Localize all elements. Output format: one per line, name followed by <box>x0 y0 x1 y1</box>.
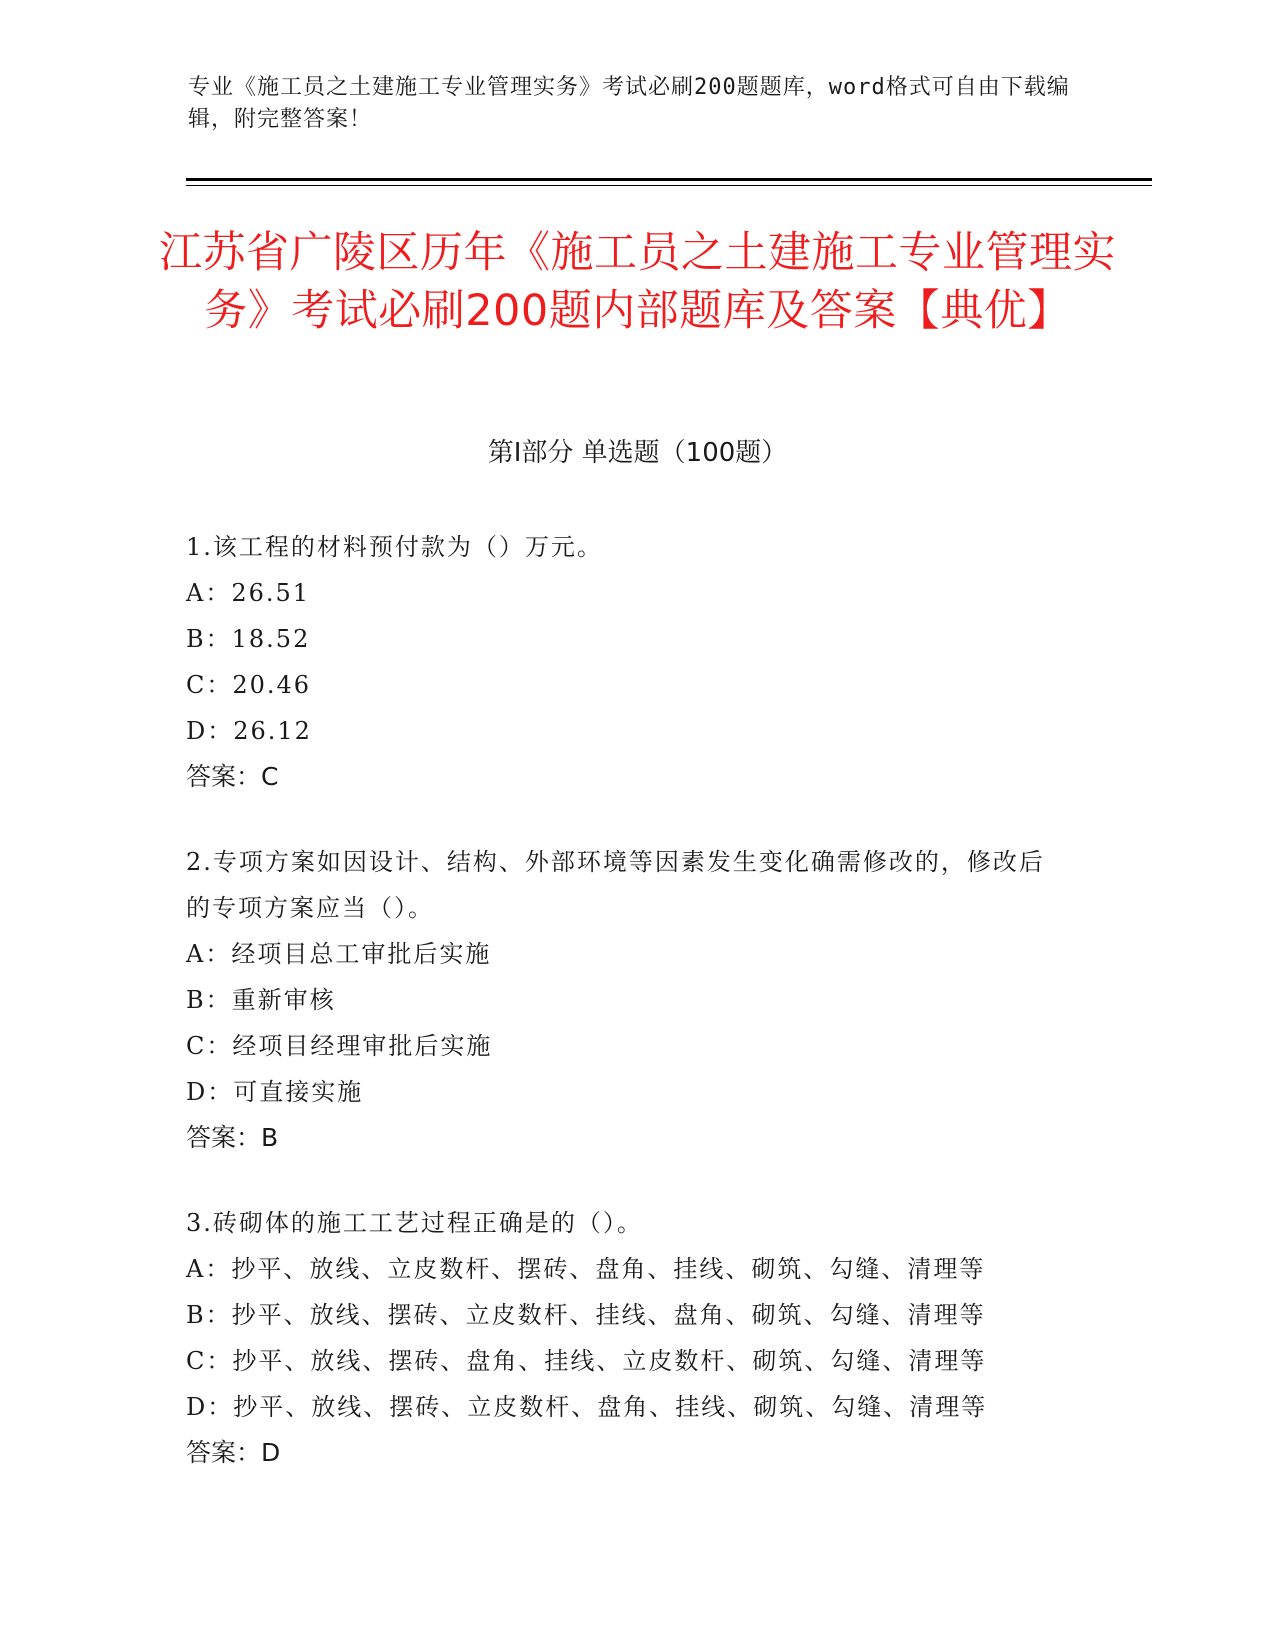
option-a: A：26.51 <box>186 579 311 607</box>
answer: 答案：B <box>186 1123 279 1152</box>
option-b: B：18.52 <box>186 625 311 653</box>
header-note: 专业《施工员之土建施工专业管理实务》考试必刷200题题库，word格式可自由下载编辑，附完整答案！ <box>188 75 1070 132</box>
option-b: B：抄平、放线、摆砖、立皮数杆、挂线、盘角、砌筑、勾缝、清理等 <box>186 1301 986 1329</box>
answer: 答案：C <box>186 762 279 791</box>
option-c: C：抄平、放线、摆砖、盘角、挂线、立皮数杆、砌筑、勾缝、清理等 <box>186 1347 987 1375</box>
document-title: 江苏省广陵区历年《施工员之土建施工专业管理实务》考试必刷200题内部题库及答案【典优】 <box>159 228 1116 336</box>
question-1 <box>186 524 1086 800</box>
option-c: C：20.46 <box>186 671 312 699</box>
question-stem: 1.该工程的材料预付款为（）万元。 <box>186 533 603 561</box>
header-divider-thin <box>186 185 1152 186</box>
option-b: B：重新审核 <box>186 986 336 1014</box>
question-2 <box>186 839 1086 1161</box>
option-a: A：经项目总工审批后实施 <box>186 940 492 968</box>
question-3 <box>186 1200 1086 1476</box>
option-d: D：抄平、放线、摆砖、立皮数杆、盘角、挂线、砌筑、勾缝、清理等 <box>186 1393 988 1421</box>
answer: 答案：D <box>186 1438 281 1467</box>
question-stem: 2.专项方案如因设计、结构、外部环境等因素发生变化确需修改的，修改后的专项方案应当（）。 <box>186 848 1045 922</box>
question-list <box>186 524 1086 1515</box>
header-divider-thick <box>186 178 1152 181</box>
option-a: A：抄平、放线、立皮数杆、摆砖、盘角、挂线、砌筑、勾缝、清理等 <box>186 1255 986 1283</box>
option-d: D：26.12 <box>186 717 312 745</box>
option-d: D：可直接实施 <box>186 1078 364 1106</box>
question-stem: 3.砖砌体的施工工艺过程正确是的（）。 <box>186 1209 643 1237</box>
option-c: C：经项目经理审批后实施 <box>186 1032 493 1060</box>
section-title: 第Ⅰ部分 单选题（100题） <box>487 438 788 468</box>
